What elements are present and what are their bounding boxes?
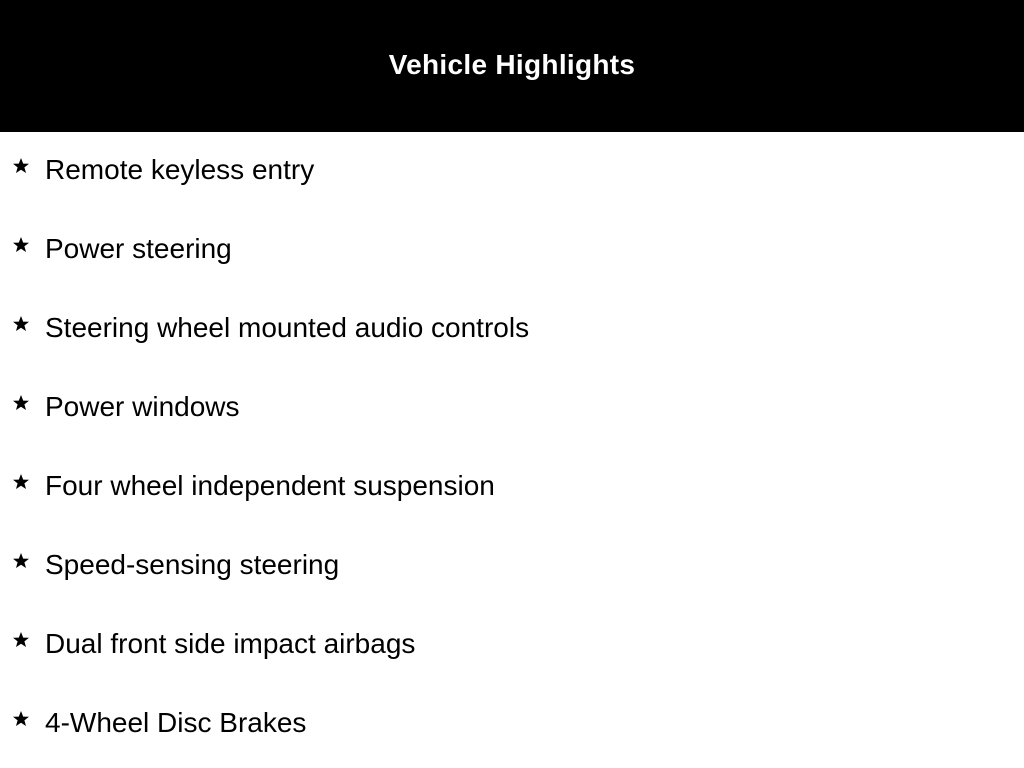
highlight-label: Remote keyless entry — [45, 154, 315, 185]
star-icon — [11, 393, 31, 413]
list-item — [0, 132, 1024, 211]
highlight-label: Power steering — [45, 233, 232, 264]
star-icon — [11, 709, 31, 729]
highlight-label: Four wheel independent suspension — [45, 470, 495, 501]
highlight-label: Steering wheel mounted audio controls — [45, 312, 530, 343]
highlight-label: Speed-sensing steering — [45, 549, 340, 580]
star-icon — [11, 156, 31, 176]
list-item — [0, 527, 1024, 606]
header-bar — [0, 0, 1024, 132]
highlight-label: Dual front side impact airbags — [45, 628, 416, 659]
list-item — [0, 606, 1024, 685]
list-item — [0, 685, 1024, 764]
star-icon — [11, 551, 31, 571]
highlight-label: Power windows — [45, 391, 240, 422]
star-icon — [11, 630, 31, 650]
list-item — [0, 211, 1024, 290]
highlight-label: 4-Wheel Disc Brakes — [45, 707, 307, 738]
list-item — [0, 290, 1024, 369]
star-icon — [11, 235, 31, 255]
list-item — [0, 369, 1024, 448]
star-icon — [11, 472, 31, 492]
star-icon — [11, 314, 31, 334]
list-item — [0, 448, 1024, 527]
highlights-list — [0, 132, 1024, 764]
page-title: Vehicle Highlights — [388, 48, 636, 80]
